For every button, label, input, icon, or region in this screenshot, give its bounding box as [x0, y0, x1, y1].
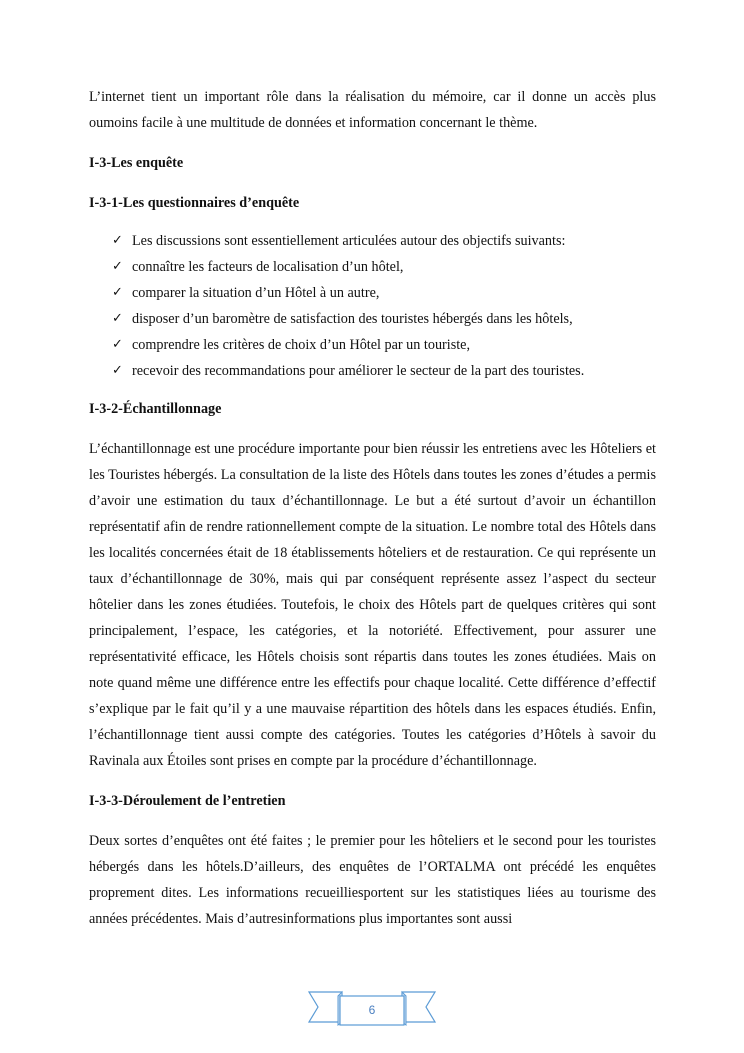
check-icon: ✓: [112, 259, 123, 274]
ribbon-right-tail: [402, 992, 435, 1022]
check-icon: ✓: [112, 285, 123, 300]
check-icon: ✓: [112, 233, 123, 248]
list-item: [112, 228, 656, 254]
check-icon: ✓: [112, 337, 123, 352]
list-item-text: comprendre les critères de choix d’un Hôtel par un touriste,: [132, 337, 471, 353]
heading-enquete: I-3-Les enquête: [89, 155, 184, 171]
list-item: [112, 332, 656, 358]
list-item-text: disposer d’un baromètre de satisfaction des touristes hébergés dans les hôtels,: [132, 311, 573, 327]
check-icon: ✓: [112, 363, 123, 378]
heading-deroulement: I-3-3-Déroulement de l’entretien: [89, 793, 286, 809]
list-item: [112, 306, 656, 332]
list-item: [112, 358, 656, 384]
objectives-checklist: [89, 228, 656, 384]
list-item-text: Les discussions sont essentiellement articulées autour des objectifs suivants:: [132, 233, 566, 249]
list-item-text: recevoir des recommandations pour améliorer le secteur de la part des touristes.: [132, 363, 585, 379]
heading-echantillonnage: I-3-2-Échantillonnage: [89, 401, 222, 417]
list-item: [112, 254, 656, 280]
list-item-text: comparer la situation d’un Hôtel à un autre,: [132, 285, 380, 301]
heading-questionnaires: I-3-1-Les questionnaires d’enquête: [89, 195, 300, 211]
list-item: [112, 280, 656, 306]
list-item-text: connaître les facteurs de localisation d’un hôtel,: [132, 259, 404, 275]
sampling-paragraph: L’échantillonnage est une procédure importante pour bien réussir les entretiens avec les Hôteliers et les Touristes hébergés. La consultation de la liste des Hôtels dans toutes les zones d’études a permis d’avoir une estimation du taux d’échantillonnage. Le but a été surtout d’avoir un échantillon représentatif afin de rendre rationnellement compte de la situation. Le nombre total des Hôtels dans les localités concernées était de 18 établissements hôteliers et de restauration. Ce qui représente un taux d’échantillonnage de 30%, mais qui par conséquent représente assez l’aspect du secteur hôtelier dans les zones étudiées. Toutefois, le choix des Hôtels part de quelques critères qui sont principalement, l’espace, les catégories, et la notoriété. Effectivement, pour assurer une représentativité efficace, les Hôtels choisis sont répartis dans toutes les zones étudiées. Mais on note quand même une différence entre les effectifs pour chaque localité. Cette différence d’effectif s’explique par le fait qu’il y a une mauvaise répartition des hôtels dans les espaces étudiés. Enfin, l’échantillonnage tient aussi compte des catégories. Toutes les catégories d’Hôtels à savoir du Ravinala aux Étoiles sont prises en compte par la procédure d’échantillonnage.: [89, 441, 656, 769]
intro-paragraph: L’internet tient un important rôle dans la réalisation du mémoire, car il donne un accès plus oumoins facile à une multitude de données et information concernant le thème.: [89, 89, 656, 131]
page-number: 6: [368, 1003, 376, 1017]
check-icon: ✓: [112, 311, 123, 326]
ribbon-left-tail: [309, 992, 342, 1022]
interview-paragraph: Deux sortes d’enquêtes ont été faites ; le premier pour les hôteliers et le second pour les touristes hébergés dans les hôtels.D’ailleurs, des enquêtes de l’ORTALMA ont précédé les enquêtes proprement dites. Les informations recueilliesportent sur les statistiques liées au tourisme des années précédentes. Mais d’autresinformations plus importantes sont aussi: [89, 833, 656, 927]
page-number-ribbon: [308, 989, 436, 1029]
document-page: [89, 84, 656, 946]
